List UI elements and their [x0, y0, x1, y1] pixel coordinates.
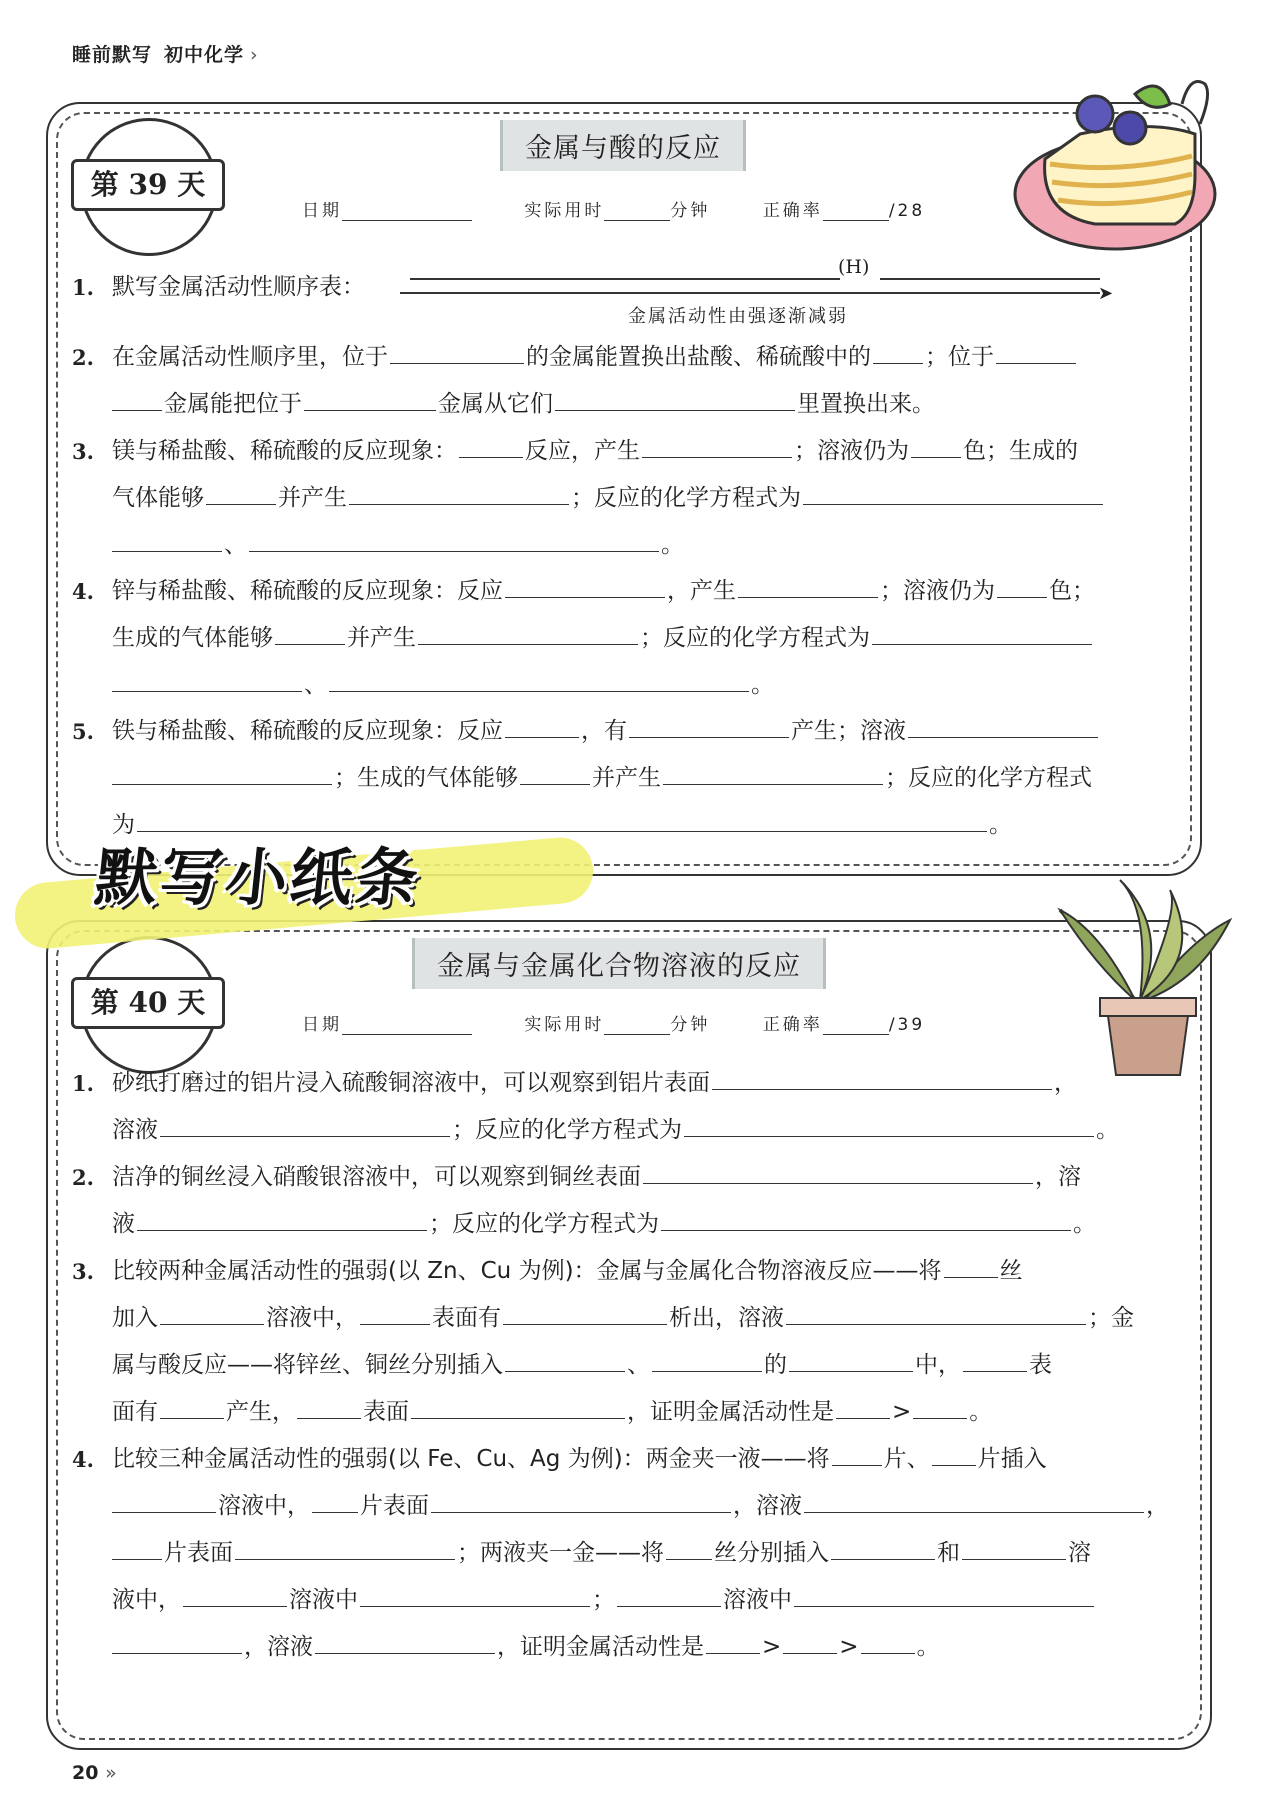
- q-text: 片、: [883, 1446, 930, 1472]
- question-number: 4.: [72, 579, 94, 604]
- activity-caption: 金属活动性由强逐渐减弱: [628, 306, 848, 327]
- q-text: 丝分别插入: [714, 1540, 829, 1566]
- question-number: 3.: [72, 439, 94, 464]
- q-text: 反应，产生: [525, 438, 640, 464]
- q-text: 的金属能置换出盐酸、稀硫酸中的: [526, 344, 871, 370]
- q-text: ，溶液: [733, 1493, 802, 1519]
- activity-series-line-2[interactable]: [880, 278, 1100, 280]
- minutes-label: 分钟: [670, 1015, 711, 1035]
- q-text: 金属能把位于: [164, 391, 302, 417]
- q-text: ，溶: [1035, 1164, 1081, 1190]
- blank[interactable]: [390, 337, 524, 364]
- q-text: 里置换出来。: [797, 391, 935, 417]
- header-title: 睡前默写: [72, 44, 153, 66]
- blank[interactable]: [112, 384, 162, 411]
- time-label: 实际用时: [524, 201, 605, 221]
- day40-meta: [302, 1010, 925, 1035]
- blank[interactable]: [349, 478, 569, 505]
- question-number: 3.: [72, 1259, 94, 1284]
- blank[interactable]: [684, 1110, 1094, 1137]
- activity-arrow: [400, 292, 1100, 294]
- blank[interactable]: [315, 1627, 495, 1654]
- q-text: 。: [916, 1634, 940, 1660]
- q-text: ；金: [1088, 1305, 1134, 1331]
- q-text: ；溶液仍为: [794, 438, 909, 464]
- day40-q2: [72, 1154, 1182, 1248]
- blank[interactable]: [235, 1533, 455, 1560]
- day39-q1: [72, 264, 365, 311]
- blank[interactable]: [249, 525, 659, 552]
- q-text: 片表面: [164, 1540, 233, 1566]
- plant-illustration: [1040, 870, 1240, 1080]
- date-label: 日期: [302, 1015, 342, 1035]
- blank[interactable]: [617, 1580, 721, 1607]
- blank[interactable]: [297, 1392, 361, 1419]
- q-text: 片表面: [360, 1493, 429, 1519]
- q-text: 比较三种金属活动性的强弱(以 Fe、Cu、Ag 为例)：两金夹一液——将: [112, 1446, 830, 1472]
- q-text: 镁与稀盐酸、稀硫酸的反应现象：: [112, 438, 457, 464]
- time-label: 实际用时: [524, 1015, 605, 1035]
- day40-q3: [72, 1248, 1182, 1436]
- blank[interactable]: [160, 1110, 450, 1137]
- blank[interactable]: [666, 1533, 712, 1560]
- blank[interactable]: [789, 1345, 913, 1372]
- blank[interactable]: [861, 1627, 915, 1654]
- page-header: [72, 40, 259, 67]
- sticker-title: 默写小纸条: [91, 841, 425, 914]
- q-text: 。: [1096, 1117, 1119, 1143]
- q-text: ；反应的化学方程式: [885, 765, 1092, 791]
- q-text: 溶液: [112, 1117, 158, 1143]
- blank[interactable]: [652, 1345, 762, 1372]
- accuracy-label: 正确率: [762, 201, 823, 221]
- date-label: 日期: [302, 201, 342, 221]
- q-text: 并产生: [347, 625, 416, 651]
- blank[interactable]: [996, 337, 1076, 364]
- q-text: 砂纸打磨过的铝片浸入硫酸铜溶液中，可以观察到铝片表面: [112, 1070, 710, 1096]
- q-text: 溶液中，: [218, 1493, 310, 1519]
- time-field[interactable]: [604, 202, 670, 221]
- q-text: 色；: [1049, 578, 1095, 604]
- question-number: 1.: [72, 275, 94, 300]
- blank[interactable]: [329, 665, 749, 692]
- question-number: 1.: [72, 1071, 94, 1096]
- question-number: 2.: [72, 345, 94, 370]
- blank[interactable]: [112, 525, 222, 552]
- date-field[interactable]: [342, 202, 472, 221]
- q-text: >: [762, 1634, 782, 1660]
- q-text: ，有: [581, 718, 627, 744]
- day40-badge-label: 第 40 天: [71, 977, 225, 1029]
- q-text: 。: [969, 1399, 993, 1425]
- q-text: 。: [1073, 1211, 1096, 1237]
- q-text: 、: [627, 1352, 650, 1378]
- double-chevron-icon: »: [105, 1762, 117, 1784]
- q-text: 。: [751, 672, 774, 698]
- q-text: ；: [592, 1587, 615, 1613]
- blank[interactable]: [661, 1204, 1071, 1231]
- blank[interactable]: [908, 711, 1098, 738]
- blank[interactable]: [112, 1486, 216, 1513]
- q-text: 、: [224, 532, 247, 558]
- q-text: 的: [764, 1352, 787, 1378]
- q-text: 液: [112, 1211, 135, 1237]
- blank[interactable]: [911, 431, 961, 458]
- blank[interactable]: [962, 1533, 1066, 1560]
- blank[interactable]: [932, 1439, 976, 1466]
- blank[interactable]: [963, 1345, 1027, 1372]
- header-subtitle: 初中化学: [164, 44, 245, 66]
- blank[interactable]: [160, 1392, 224, 1419]
- q-text: 产生；溶液: [791, 718, 906, 744]
- activity-series-line-1[interactable]: [410, 278, 840, 280]
- day39-badge: [80, 118, 218, 256]
- day40-badge: [80, 936, 218, 1074]
- q-text: ；反应的化学方程式为: [571, 485, 801, 511]
- blank[interactable]: [706, 1627, 760, 1654]
- q-text: 生成的气体能够: [112, 625, 273, 651]
- q-text: ，产生: [667, 578, 736, 604]
- blank[interactable]: [431, 1486, 731, 1513]
- blank[interactable]: [112, 1627, 242, 1654]
- hydrogen-label: (H): [838, 256, 870, 278]
- blank[interactable]: [944, 1251, 998, 1278]
- day40-q4: [72, 1436, 1182, 1671]
- blank[interactable]: [783, 1627, 837, 1654]
- accuracy-label: 正确率: [762, 1015, 823, 1035]
- blank[interactable]: [794, 1580, 1094, 1607]
- accuracy-field[interactable]: [823, 1016, 889, 1035]
- blank[interactable]: [112, 1533, 162, 1560]
- blank[interactable]: [663, 758, 883, 785]
- q-text: 并产生: [278, 485, 347, 511]
- q-text: 产生，: [226, 1399, 295, 1425]
- accuracy-total: /28: [888, 201, 926, 221]
- blank[interactable]: [786, 1298, 1086, 1325]
- blank[interactable]: [832, 1439, 882, 1466]
- q-text: ，: [1146, 1493, 1169, 1519]
- blank[interactable]: [643, 1157, 1033, 1184]
- q-text: 洁净的铜丝浸入硝酸银溶液中，可以观察到铜丝表面: [112, 1164, 641, 1190]
- chevron-right-icon: ›: [250, 44, 259, 66]
- blank[interactable]: [360, 1298, 430, 1325]
- blank[interactable]: [831, 1533, 935, 1560]
- q-text: 为: [112, 812, 135, 838]
- blank[interactable]: [555, 384, 795, 411]
- q-text: ；反应的化学方程式为: [640, 625, 870, 651]
- blank[interactable]: [304, 384, 436, 411]
- blank[interactable]: [160, 1298, 264, 1325]
- q-text: ，证明金属活动性是: [497, 1634, 704, 1660]
- day39-q4: [72, 568, 1182, 709]
- q-text: 丝: [999, 1258, 1023, 1284]
- blank[interactable]: [112, 665, 302, 692]
- q-text: 锌与稀盐酸、稀硫酸的反应现象：反应: [112, 578, 503, 604]
- blank[interactable]: [183, 1580, 287, 1607]
- day40-title: 金属与金属化合物溶液的反应: [412, 938, 826, 989]
- day39-badge-label: 第 39 天: [71, 159, 225, 211]
- q-text: 在金属活动性顺序里，位于: [112, 344, 388, 370]
- q-text: 加入: [112, 1305, 158, 1331]
- blank[interactable]: [459, 431, 523, 458]
- q-text: 溶液中: [723, 1587, 792, 1613]
- blank[interactable]: [312, 1486, 358, 1513]
- blank[interactable]: [872, 618, 1092, 645]
- q-text: ，溶液: [244, 1634, 313, 1660]
- blank[interactable]: [505, 711, 579, 738]
- blank[interactable]: [360, 1580, 590, 1607]
- q-text: 片插入: [977, 1446, 1047, 1472]
- q-text: ；反应的化学方程式为: [452, 1117, 682, 1143]
- q-text: 析出，溶液: [669, 1305, 784, 1331]
- blank[interactable]: [520, 758, 590, 785]
- q-text: >: [839, 1634, 859, 1660]
- q-text: ，: [1054, 1070, 1077, 1096]
- blank[interactable]: [738, 571, 878, 598]
- blank[interactable]: [503, 1298, 667, 1325]
- q-text: 。: [661, 532, 684, 558]
- q-text: 铁与稀盐酸、稀硫酸的反应现象：反应: [112, 718, 503, 744]
- blank[interactable]: [411, 1392, 625, 1419]
- q-text: ；两液夹一金——将: [457, 1540, 664, 1566]
- page-number-value: 20: [72, 1762, 99, 1784]
- blank[interactable]: [137, 1204, 427, 1231]
- blank[interactable]: [913, 1392, 967, 1419]
- q-text: 并产生: [592, 765, 661, 791]
- q-text: 色；生成的: [963, 438, 1078, 464]
- q-text: 表面: [363, 1399, 409, 1425]
- q-text: 溶: [1068, 1540, 1091, 1566]
- question-number: 5.: [72, 719, 94, 744]
- day39-title: 金属与酸的反应: [500, 120, 746, 171]
- q-text: 中，: [915, 1352, 961, 1378]
- arrow-head-icon: ➤: [1098, 283, 1114, 304]
- blank[interactable]: [418, 618, 638, 645]
- q-text: ；溶液仍为: [880, 578, 995, 604]
- q-text: 溶液中: [289, 1587, 358, 1613]
- q-text: ；位于: [925, 344, 994, 370]
- q-text: >: [892, 1399, 912, 1425]
- blank[interactable]: [275, 618, 345, 645]
- q-text: 金属从它们: [438, 391, 553, 417]
- q-text: 表: [1029, 1352, 1052, 1378]
- blank[interactable]: [804, 1486, 1144, 1513]
- q-text: 属与酸反应——将锌丝、铜丝分别插入: [112, 1352, 503, 1378]
- blank[interactable]: [803, 478, 1103, 505]
- question-number: 2.: [72, 1165, 94, 1190]
- q-text: 液中，: [112, 1587, 181, 1613]
- q-text: ，证明金属活动性是: [627, 1399, 834, 1425]
- accuracy-total: /39: [888, 1015, 926, 1035]
- blank[interactable]: [629, 711, 789, 738]
- blank[interactable]: [997, 571, 1047, 598]
- accuracy-field[interactable]: [823, 202, 889, 221]
- blank[interactable]: [206, 478, 276, 505]
- q-text: 和: [937, 1540, 960, 1566]
- q-text: ；反应的化学方程式为: [429, 1211, 659, 1237]
- day39-meta: [302, 196, 925, 221]
- page-number: [72, 1762, 117, 1784]
- q-text: 表面有: [432, 1305, 501, 1331]
- q-text: 溶液中，: [266, 1305, 358, 1331]
- blank[interactable]: [505, 571, 665, 598]
- minutes-label: 分钟: [670, 201, 711, 221]
- q-text: 比较两种金属活动性的强弱(以 Zn、Cu 为例)：金属与金属化合物溶液反应——将: [112, 1258, 942, 1284]
- time-field[interactable]: [604, 1016, 670, 1035]
- date-field[interactable]: [342, 1016, 472, 1035]
- blank[interactable]: [642, 431, 792, 458]
- day39-q3: [72, 428, 1182, 569]
- day40-q1: [72, 1060, 1182, 1154]
- blank[interactable]: [712, 1063, 1052, 1090]
- question-number: 4.: [72, 1447, 94, 1472]
- blank[interactable]: [836, 1392, 890, 1419]
- q-text: 、: [304, 672, 327, 698]
- q-text: ；生成的气体能够: [334, 765, 518, 791]
- cake-illustration: [1000, 64, 1220, 264]
- blank[interactable]: [873, 337, 923, 364]
- q-text: 。: [989, 812, 1012, 838]
- q-text: 气体能够: [112, 485, 204, 511]
- question-text: 默写金属活动性顺序表：: [112, 274, 365, 300]
- blank[interactable]: [112, 758, 332, 785]
- q-text: 面有: [112, 1399, 158, 1425]
- blank[interactable]: [505, 1345, 625, 1372]
- day39-q2: [72, 334, 1182, 428]
